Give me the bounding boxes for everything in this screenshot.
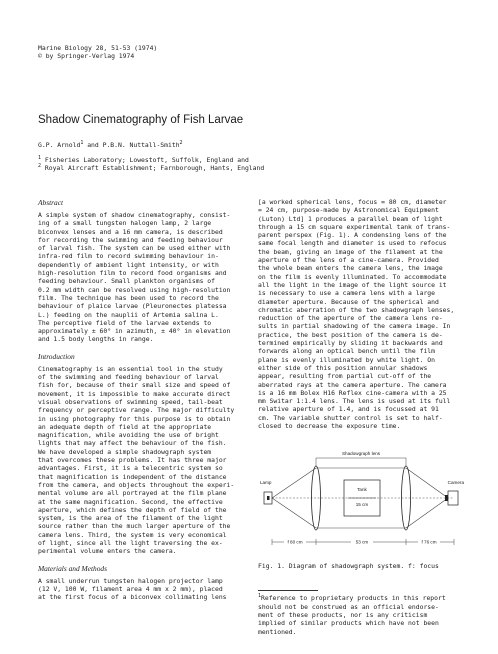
label-camera: Camera — [447, 480, 464, 486]
label-lens-separation: 53 cm — [355, 539, 369, 545]
affiliation-1-mark: 1 — [38, 154, 42, 161]
introduction-heading: Introduction — [38, 351, 75, 361]
figure-1 — [258, 436, 466, 576]
journal-line-1: Marine Biology 28, 51-53 (1974) — [38, 44, 158, 52]
shadowgraph-diagram — [258, 436, 466, 558]
affiliation-2-text: Royal Aircraft Establishment; Farnborough, Hants, England — [44, 164, 265, 173]
beam-bottom-left — [272, 498, 316, 528]
methods-text: A small underrun tungsten halogen projector lamp (12 V, 100 W, filament area 4 mm x 2 mm), placed at the first focus of a biconvex collimating lens — [38, 576, 227, 602]
paper-title: Shadow Cinematography of Fish Larvae — [38, 114, 244, 126]
methods-continued-text: [a worked spherical lens, focus = 80 cm, diameter = 24 cm, purpose-made by Astronomical Equipment (Luton) Ltd] 1 produces a parallel beam of light through a 15 cm square experimental tank of trans- parent perspex (Fig. 1). A condensing lens of the same focal length and diameter is used to refocus the beam, giving an image of the filament at the aperture of the lens of a cine-camera. Provided the whole beam enters the camera lens, the image on the film is evenly illuminated. To accommodate all the light in the image of the light source it is necessary to use a camera lens with a large diameter aperture. Because of the spherical and chromatic aberration of the two shadowgraph lenses, reduction of the aperture of the camera lens re- sults in partial shadowing of the camera image. In practice, the best position of the camera is de- termined empirically by sliding it backwards and forwards along an optical bench until the film plane is evenly illuminated by white light. On either side of this position annular shadows appear, resulting from partial cut-off of the aberrated rays at the camera aperture. The camera is a 16 mm Bolex H16 Reflex cine-camera with a 25 mm Switar 1:1.4 lens. The lens is used at its full relative aperture of 1.4, and is focussed at 91 cm. The variable shutter control is set to half- closed to decrease the exposure time. — [258, 198, 455, 431]
label-shadowgraph-lens: Shadowgraph lens — [341, 451, 381, 457]
camera-lens-icon — [445, 495, 448, 501]
affiliation-2 — [38, 164, 318, 172]
affiliation-1-text: Fisheries Laboratory; Lowestoft, Suffolk, England and — [44, 156, 249, 164]
label-focus-2: f 76 cm — [421, 539, 437, 545]
right-column — [258, 198, 466, 636]
beam-bottom-right — [406, 498, 448, 528]
footnote — [258, 594, 466, 635]
author-1-mark: 1 — [80, 139, 84, 146]
abstract-text: A simple system of shadow cinematography, consist- ing of a small tungsten halogen lamp, 2 large biconvex lenses and a 16 mm camera, is described for recording the swimming and feeding behaviour of larval fish. The system can be used either with infra-red film to record swimming behaviour in- dependently of ambient light intensity, or with high-resolution film to record food organisms and feeding behaviour. Small plankton organisms of 0.2 mm width can be resolved using high-resolution film. The technique has been used to record the behaviour of plaice larvae (Pleuronectes platessa L.) feeding on the nauplii of Artemia salina L. The perceptive field of the larvae extends to approximately ± 60° in azimuth, ± 40° in elevation and 1.5 body lengths in range. — [38, 211, 231, 344]
author-2-mark: 2 — [179, 139, 183, 146]
journal-line-2: © by Springer-Verlag 1974 — [38, 52, 135, 61]
abstract-heading: Abstract — [38, 198, 64, 207]
beam-top-right — [406, 468, 448, 498]
methods-heading: Materials and Methods — [38, 563, 107, 573]
label-lamp: Lamp — [260, 480, 272, 486]
figure-caption: Fig. 1. Diagram of shadowgraph system. f: focus — [258, 562, 439, 571]
introduction-paragraph-2: We have developed a simple shadowgraph system that overcomes these problems. It has three major advantages. First, it is a telecentric system so that magnification is independent of the distance from the camera, and objects throughout the experi- mental volume are all portrayed at the film plane at the same magnification. Second, the effective aperture, which defines the depth of field of the system, is the area of the filament of the light source rather than the much larger aperture of the camera lens. Third, the system is very economical of light, since all the light traversing the ex- perimental volume enters the camera. — [38, 447, 235, 556]
camera-icon — [448, 491, 458, 505]
label-tank: Tank — [357, 487, 367, 493]
author-conjunction: and — [83, 141, 103, 149]
introduction-paragraph-1: Cinematography is an essential tool in the study of the swimming and feeding behaviour of larval fish for, because of their small size and speed of movement, it is impossible to make accurate direct visual observations of swimming speed, tail-beat frequency or perceptive range. The major difficulty in using photography for this purpose is to obtain an adequate depth of field at the appropriate magnification, while avoiding the use of bright lights that may affect the behaviour of the fish. — [38, 364, 235, 448]
affiliation-2-mark: 2 — [38, 163, 42, 170]
label-focus-1: f 80 cm — [287, 539, 303, 545]
footnote-rule — [258, 590, 318, 591]
footnote-text: Reference to proprietary products in this report should not be construed as an official endorse- ment of these products, nor is any criticism implied of similar products which have not been mentioned. — [258, 594, 446, 636]
journal-citation — [38, 44, 298, 61]
footnote-mark: 1 — [258, 593, 262, 600]
label-tank-width: 15 cm — [355, 502, 369, 508]
beam-top-left — [272, 468, 316, 498]
affiliations — [38, 156, 318, 173]
lamp-filament-icon — [267, 496, 270, 500]
author-line — [38, 141, 183, 149]
author-1: G.P. Arnold — [38, 141, 81, 149]
left-column — [38, 198, 239, 601]
author-2: P.B.N. Nuttall-Smith — [102, 141, 180, 149]
